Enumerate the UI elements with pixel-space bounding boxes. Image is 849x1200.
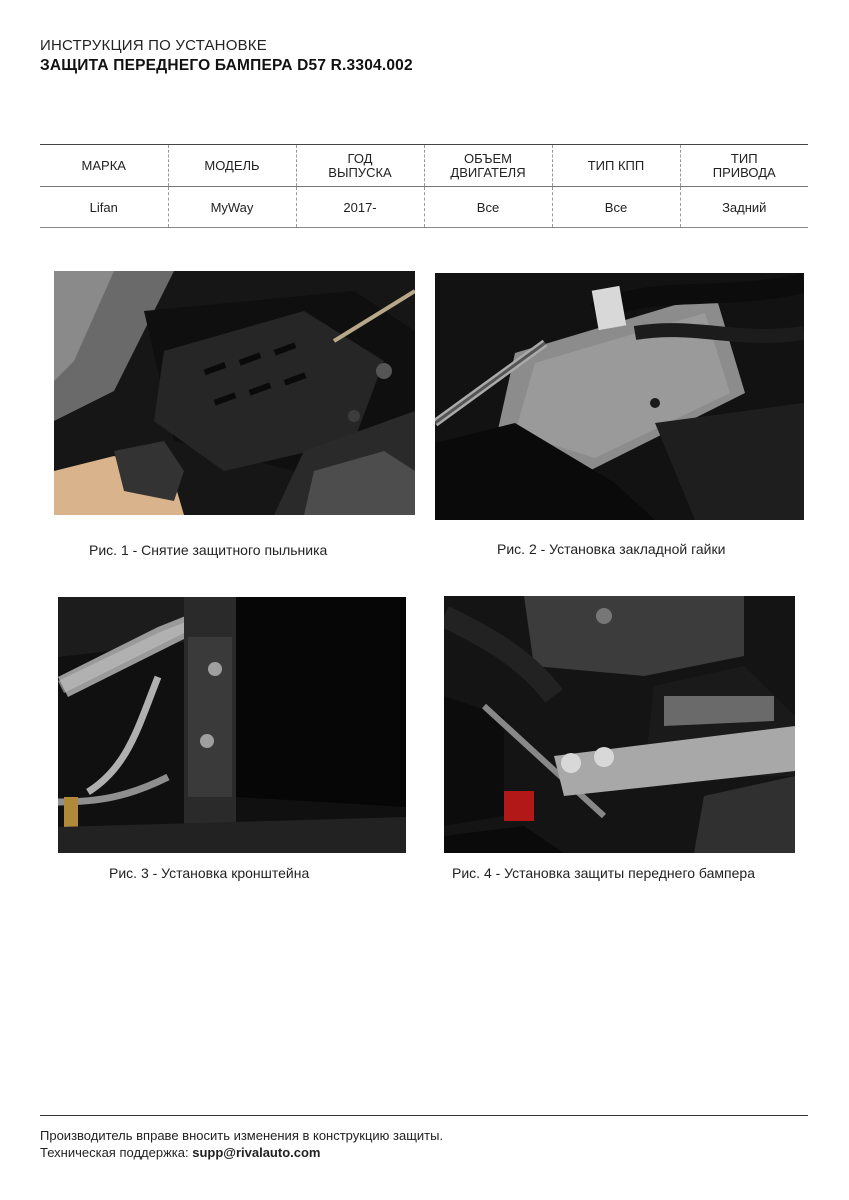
support-label: Техническая поддержка:: [40, 1145, 189, 1160]
figure-3-caption: Рис. 3 - Установка кронштейна: [109, 865, 310, 881]
spec-header-year: ГОД ВЫПУСКА: [296, 145, 424, 187]
photo-bracket-installation: [58, 597, 406, 853]
spec-header-engine: ОБЪЕМ ДВИГАТЕЛЯ: [424, 145, 552, 187]
spec-header-brand: МАРКА: [40, 145, 168, 187]
spec-header-model: МОДЕЛЬ: [168, 145, 296, 187]
footer-support: [40, 1145, 320, 1160]
photo-nut-installation: [435, 273, 804, 520]
spec-value-year: 2017-: [296, 187, 424, 228]
document-title: ИНСТРУКЦИЯ ПО УСТАНОВКЕ: [40, 37, 267, 54]
spec-header-drive: ТИП ПРИВОДА: [680, 145, 808, 187]
figure-4-caption: Рис. 4 - Установка защиты переднего бампера: [452, 865, 755, 881]
spec-value-engine: Все: [424, 187, 552, 228]
vehicle-spec-table: [40, 144, 808, 228]
photo-bumper-guard-installation: [444, 596, 795, 853]
spec-value-model: MyWay: [168, 187, 296, 228]
spec-value-brand: Lifan: [40, 187, 168, 228]
support-email-link[interactable]: supp@rivalauto.com: [192, 1145, 321, 1160]
footer-disclaimer: Производитель вправе вносить изменения в конструкцию защиты.: [40, 1128, 444, 1143]
spec-value-row: [40, 187, 808, 228]
spec-header-transmission: ТИП КПП: [552, 145, 680, 187]
spec-header-row: [40, 145, 808, 187]
figure-1-caption: Рис. 1 - Снятие защитного пыльника: [89, 542, 328, 558]
footer-divider: [40, 1115, 808, 1116]
spec-value-transmission: Все: [552, 187, 680, 228]
document-subtitle: ЗАЩИТА ПЕРЕДНЕГО БАМПЕРА D57 R.3304.002: [40, 57, 413, 74]
figure-2-caption: Рис. 2 - Установка закладной гайки: [497, 541, 726, 557]
spec-value-drive: Задний: [680, 187, 808, 228]
photo-dust-cover-removal: [54, 271, 415, 515]
